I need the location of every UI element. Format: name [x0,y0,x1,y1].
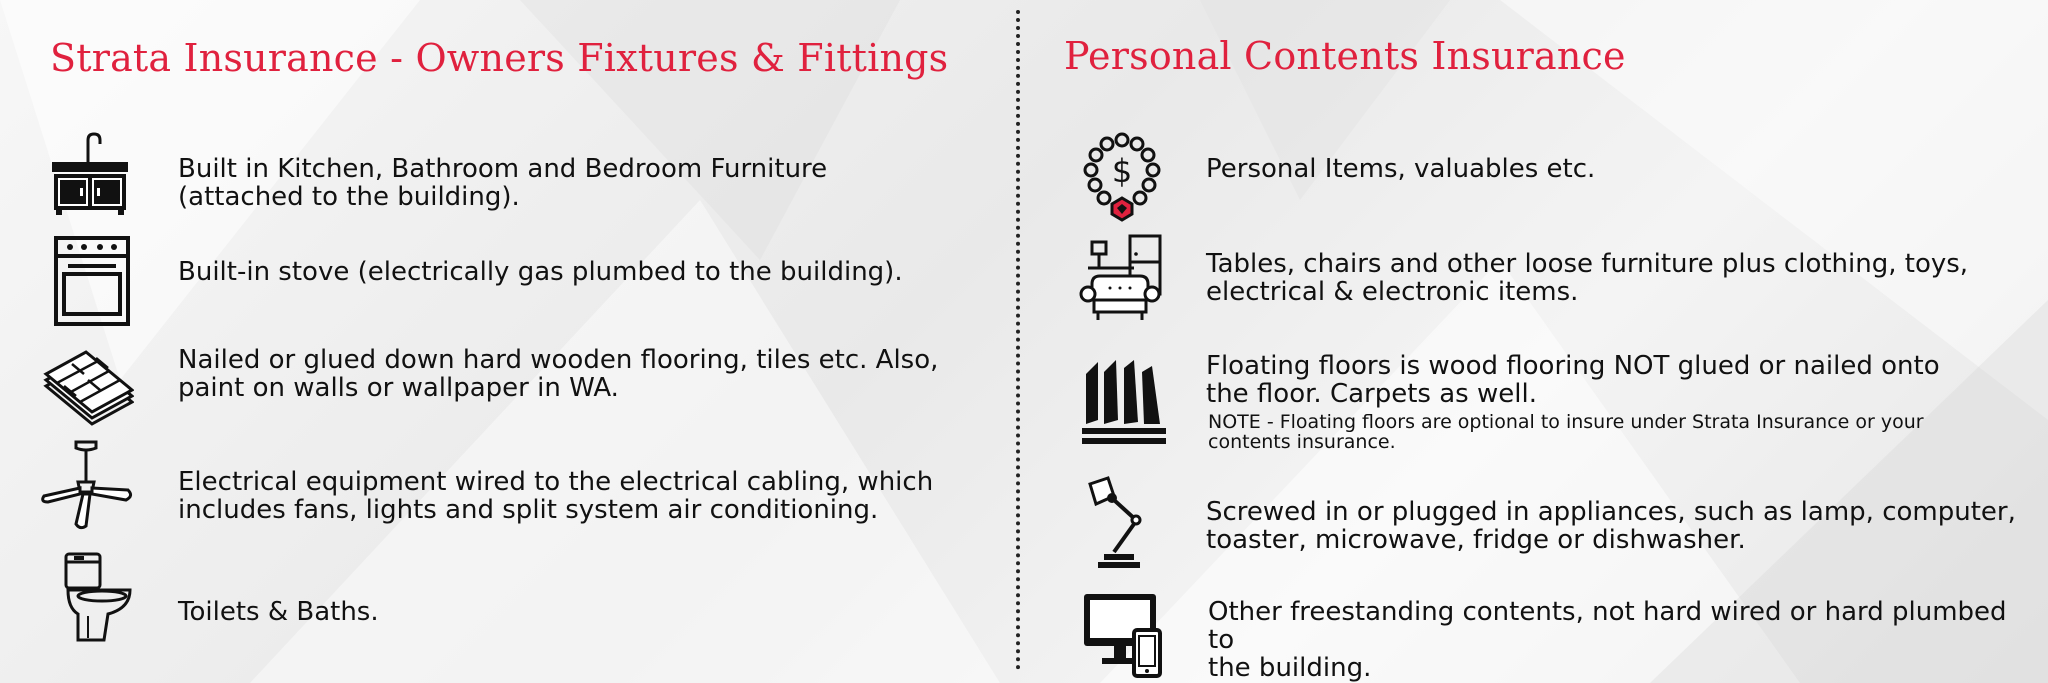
stove-text: Built-in stove (electrically gas plumbed to the building). [178,257,903,287]
stove-icon [44,232,140,328]
svg-text:$: $ [1111,152,1133,190]
toilets-text: Toilets & Baths. [178,597,379,627]
kitchen-furniture-text: Built in Kitchen, Bathroom and Bedroom Furniture (attached to the building). [178,154,828,212]
toilet-icon [44,550,140,646]
necklace-icon [1074,130,1170,226]
personal-items-text: Personal Items, valuables etc. [1206,154,1596,184]
desk-lamp-icon [1074,474,1170,570]
personal-contents-title: Personal Contents Insurance [1064,34,1626,78]
floating-floors-text: Floating floors is wood flooring NOT glued or nailed onto the floor. Carpets as well. [1206,351,1940,409]
electrical-text: Electrical equipment wired to the electrical cabling, which includes fans, lights and split system air conditioning. [178,467,934,525]
loose-furniture-text: Tables, chairs and other loose furniture plus clothing, toys, electrical & electronic items. [1206,249,1969,307]
freestanding-text: Other freestanding contents, not hard wired or hard plumbed to the building. [1208,597,2007,683]
appliances-text: Screwed in or plugged in appliances, such as lamp, computer, toaster, microwave, fridge or dishwasher. [1206,497,2016,555]
furniture-icon [1074,232,1170,328]
column-divider [1016,10,1020,670]
strata-insurance-title: Strata Insurance - Owners Fixtures & Fittings [50,36,949,80]
kitchen-cabinet-icon [42,130,138,226]
tiles-icon [38,334,134,430]
flooring-text: Nailed or glued down hard wooden flooring, tiles etc. Also, paint on walls or wallpaper in WA. [178,345,939,403]
devices-icon [1076,586,1172,682]
ceiling-fan-icon [38,438,134,534]
floating-floors-note: NOTE - Floating floors are optional to insure under Strata Insurance or your contents insurance. [1208,411,1924,453]
floorboards-icon [1076,354,1172,450]
